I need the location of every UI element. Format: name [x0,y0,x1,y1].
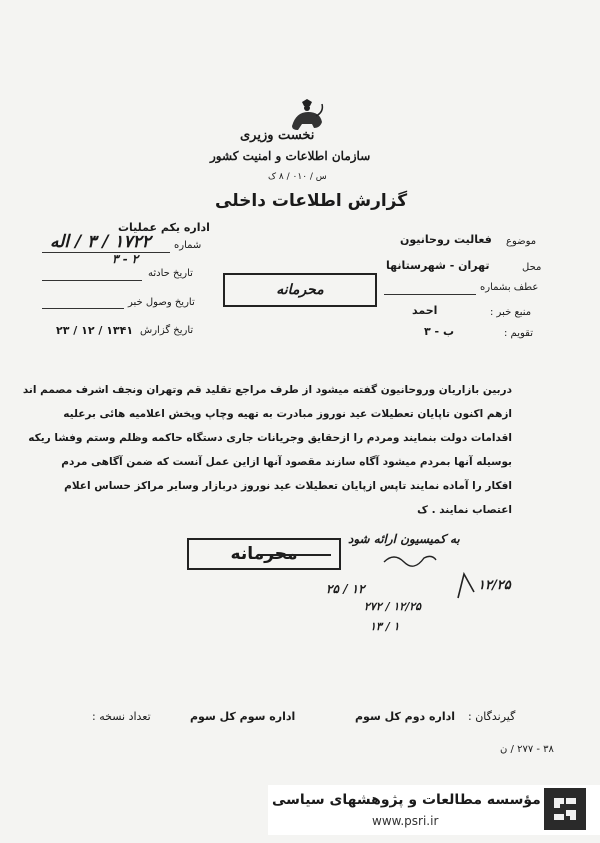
confidential-stamp-bottom: محرمانه [187,538,341,570]
institute-name: مؤسسه مطالعات و پژوهشهای سیاسی [272,792,541,808]
subject-label: موضوع [506,236,537,247]
handwritten-tracking: ۲۷۲ / ۱۲/۲۵ [364,600,422,613]
document-code: ۳۸ - ۲۷۷ / ن [500,744,554,755]
department: اداره یکم عملیات [118,221,210,234]
recipient-1: اداره دوم کل سوم [355,710,456,723]
institute-url[interactable]: www.psri.ir [372,814,439,828]
handwritten-mark-icon [450,570,480,600]
org-ministry: نخست وزیری [240,128,315,143]
source-label: منبع خبر : [490,307,532,318]
receipt-date-label: تاریخ وصول خبر [128,297,195,308]
evaluation-value: ب - ۳ [424,325,454,338]
evaluation-label: تقویم : [504,328,533,339]
reference-label: عطف بشماره [480,282,539,293]
handwritten-tracking-2: ۱۳ / ۱ [370,620,400,633]
body-line-4: بوسیله آنها بمردم میشود آگاه سازند مقصود آنها ازاین عمل آنست که ضمن آگاهی مردم [61,456,512,468]
number-sub: ۳ - ۲ [112,252,139,266]
report-title: گزارش اطلاعات داخلی [215,191,408,211]
top-reference-number: س / ۰۱۰ / ۸ ک [268,172,327,182]
location-label: محل [522,262,542,273]
handwritten-note: به کمیسیون ارائه شود [348,532,460,546]
confidential-stamp-top: محرمانه [223,273,377,307]
report-date-label: تاریخ گزارش [140,325,194,336]
number-value: ۱۷۲۲ / ۳ / اله [50,232,151,252]
recipient-2: اداره سوم کل سوم [190,710,296,723]
body-line-1: دربین بازاریان وروحانیون گفته میشود از طرف مراجع تقلید قم وتهران ونجف اشرف مصمم اند [22,384,512,396]
body-line-2: ازهم اکنون تاپایان تعطیلات عید نوروز مبادرت به تهیه وچاپ وپخش اعلامیه هائی برعلیه [63,408,512,420]
receipt-date-underline [42,308,124,309]
body-line-6: اعتصاب نمایند . ک [417,504,512,516]
source-value: احمد [412,304,438,317]
report-date-value: ۲۳ / ۱۲ / ۱۳۴۱ [56,324,134,337]
incident-date-underline [42,280,142,281]
handwritten-signature-icon [380,548,440,570]
institute-logo-icon [544,788,586,830]
copies-label: تعداد نسخه : [92,710,151,723]
incident-date-label: تاریخ حادثه [148,268,193,279]
subject-value: فعالیت روحانیون [400,233,492,246]
body-line-3: اقدامات دولت بنمایند ومردم را ازحقایق وجریانات جاری دستگاه حاکمه وظلم وستم وفشا ریکه [28,432,512,444]
reference-underline [384,294,476,295]
org-savak: سازمان اطلاعات و امنیت کشور [210,149,371,163]
location-value: تهران - شهرستانها [386,259,490,272]
handwritten-sign-date: ۲۵ / ۱۲ [326,582,365,596]
number-underline [42,252,170,253]
body-line-5: افکار را آماده نمایند تاپس ازپایان تعطیلات عید نوروز دربازار وسایر مراکز حساس اعلام [64,480,512,492]
recipients-label: گیرندگان : [468,710,516,723]
handwritten-date: ۱۲/۲۵ [478,578,511,593]
number-label: شماره [174,240,202,251]
